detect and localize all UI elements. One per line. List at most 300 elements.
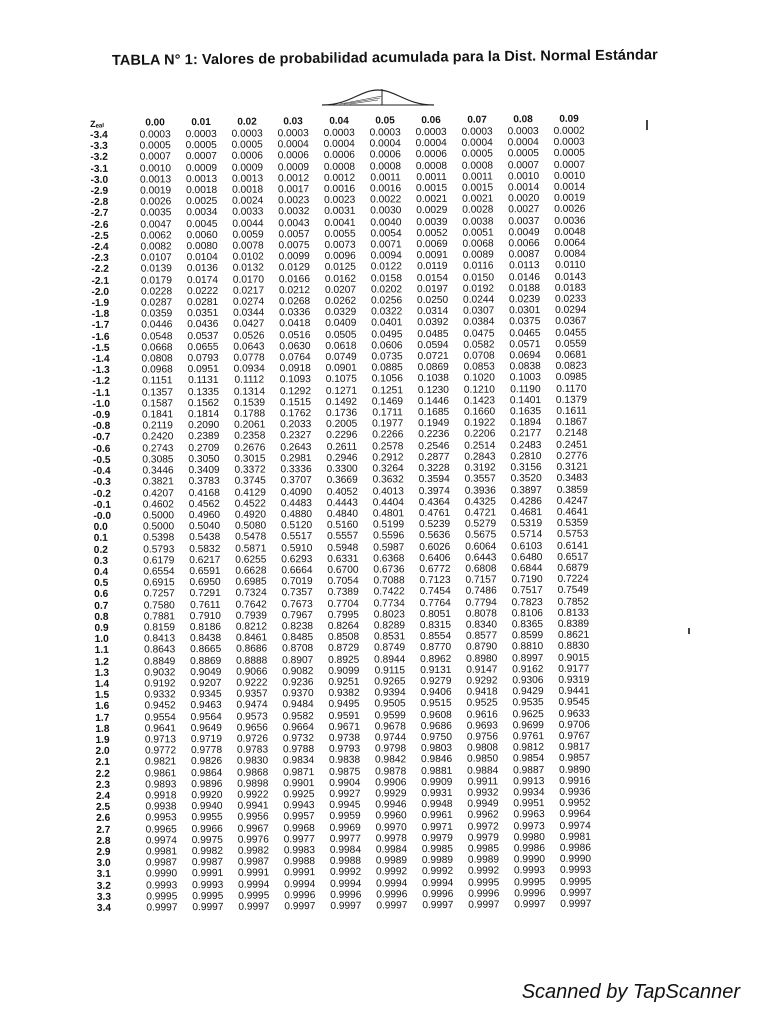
z-value: 2.4 — [95, 790, 111, 802]
probability-cell: 0.8907 — [282, 654, 314, 666]
probability-cell: 0.7054 — [327, 575, 359, 588]
probability-cell: 0.0005 — [185, 140, 217, 152]
z-value: -1.8 — [91, 309, 110, 321]
probability-cell: 0.0281 — [186, 296, 219, 309]
probability-cell: 0.0384 — [463, 316, 495, 329]
probability-cell: 0.3520 — [510, 473, 542, 485]
probability-cell: 0.5438 — [189, 532, 221, 544]
z-value: 2.2 — [95, 768, 110, 780]
probability-cell: 0.0212 — [278, 284, 311, 297]
probability-cell: 0.5040 — [188, 520, 221, 533]
probability-cell: 0.0064 — [554, 237, 586, 249]
probability-cell: 0.0019 — [554, 192, 586, 205]
probability-cell: 0.7486 — [465, 585, 497, 598]
probability-cell: 0.9995 — [192, 890, 224, 902]
probability-cell: 0.9678 — [374, 721, 406, 733]
probability-cell: 0.0071 — [370, 239, 402, 251]
z-value: 2.5 — [95, 802, 111, 814]
probability-cell: 0.8830 — [557, 641, 590, 653]
probability-cell: 0.3821 — [142, 476, 174, 488]
probability-cell: 0.0401 — [371, 317, 403, 330]
probability-cell: 0.9994 — [330, 878, 362, 890]
probability-cell: 0.8461 — [235, 632, 268, 644]
probability-cell: 0.8485 — [281, 632, 314, 644]
probability-cell: 0.9974 — [559, 820, 591, 832]
probability-cell: 0.0012 — [323, 172, 356, 184]
probability-cell: 0.8389 — [557, 618, 590, 630]
probability-cell: 0.0035 — [140, 207, 172, 219]
table-body — [90, 126, 599, 915]
probability-cell: 0.9987 — [237, 856, 270, 868]
probability-cell: 0.0146 — [508, 271, 541, 283]
probability-cell: 0.9964 — [559, 809, 591, 821]
probability-cell: 0.0344 — [233, 307, 265, 320]
z-value: 1.2 — [94, 656, 109, 668]
probability-cell: 0.0274 — [232, 296, 265, 308]
probability-cell: 0.9750 — [420, 731, 453, 744]
z-value: -2.3 — [91, 253, 109, 265]
probability-cell: 0.2611 — [326, 441, 358, 453]
probability-cell: 0.9985 — [421, 843, 454, 856]
probability-cell: 0.9949 — [467, 798, 499, 810]
probability-cell: 0.9713 — [144, 734, 177, 746]
probability-cell: 0.3557 — [464, 473, 496, 486]
probability-cell: 0.0012 — [277, 172, 310, 185]
probability-cell: 0.4364 — [418, 496, 450, 508]
z-value: -0.5 — [92, 454, 111, 466]
probability-cell: 0.9761 — [512, 731, 545, 743]
probability-cell: 0.0139 — [140, 263, 172, 276]
probability-table — [90, 114, 599, 915]
probability-cell: 0.0006 — [415, 149, 447, 161]
z-value: -1.1 — [92, 387, 111, 399]
probability-cell: 0.7580 — [143, 599, 175, 612]
probability-cell: 0.2546 — [418, 440, 450, 452]
probability-cell: 0.9960 — [375, 810, 407, 822]
probability-cell: 0.1075 — [325, 374, 357, 386]
probability-cell: 0.3446 — [142, 465, 174, 477]
probability-cell: 0.0091 — [416, 250, 448, 262]
probability-cell: 0.0036 — [554, 215, 586, 227]
z-value: -2.1 — [91, 275, 110, 287]
probability-cell: 0.9993 — [192, 879, 224, 891]
probability-cell: 0.8365 — [511, 619, 544, 631]
probability-cell: 0.8997 — [512, 652, 544, 664]
probability-cell: 0.8238 — [281, 621, 314, 633]
probability-cell: 0.8531 — [373, 631, 406, 643]
probability-cell: 0.0170 — [232, 274, 265, 286]
z-value: -3.4 — [90, 129, 108, 141]
probability-cell: 0.0043 — [278, 217, 310, 229]
z-value: -0.7 — [92, 432, 111, 444]
probability-cell: 0.4522 — [234, 498, 266, 510]
probability-cell: 0.5120 — [280, 520, 313, 532]
probability-cell: 0.9997 — [468, 899, 500, 911]
probability-cell: 0.0174 — [186, 274, 219, 286]
column-header: 0.00 — [145, 117, 165, 129]
probability-cell: 0.0045 — [186, 218, 218, 230]
probability-cell: 0.1379 — [555, 394, 588, 406]
z-value: 0.4 — [93, 566, 109, 578]
probability-cell: 0.0436 — [187, 319, 219, 331]
probability-cell: 0.9904 — [329, 777, 361, 789]
probability-cell: 0.9946 — [375, 799, 407, 811]
column-header: 0.04 — [329, 115, 349, 127]
probability-cell: 0.1492 — [325, 396, 358, 408]
probability-cell: 0.3264 — [372, 463, 404, 475]
probability-cell: 0.0143 — [554, 271, 587, 283]
probability-cell: 0.1562 — [187, 397, 220, 410]
probability-cell: 0.9916 — [559, 775, 591, 787]
z-value: 1.7 — [95, 712, 110, 724]
probability-cell: 0.9940 — [191, 801, 223, 813]
probability-cell: 0.7517 — [511, 585, 543, 597]
probability-cell: 0.9505 — [374, 698, 406, 710]
probability-cell: 0.6772 — [419, 563, 451, 576]
probability-cell: 0.0054 — [370, 228, 402, 240]
probability-cell: 0.3300 — [326, 463, 358, 476]
probability-cell: 0.0003 — [553, 136, 585, 149]
probability-cell: 0.7939 — [235, 610, 267, 622]
probability-cell: 0.3897 — [510, 484, 542, 496]
probability-cell: 0.9997 — [422, 899, 454, 912]
probability-cell: 0.9878 — [375, 765, 407, 778]
column-header: 0.01 — [191, 116, 211, 129]
probability-cell: 0.9147 — [466, 664, 498, 676]
probability-cell: 0.0951 — [187, 364, 219, 376]
probability-cell: 0.0008 — [415, 160, 448, 172]
probability-cell: 0.8686 — [236, 643, 268, 656]
probability-cell: 0.0749 — [325, 351, 357, 364]
probability-cell: 0.0465 — [509, 327, 541, 340]
column-header: 0.06 — [421, 114, 441, 127]
probability-cell: 0.0096 — [324, 250, 356, 263]
probability-cell: 0.8023 — [373, 609, 405, 621]
probability-cell: 0.9582 — [282, 710, 314, 722]
z-value: -0.8 — [92, 421, 111, 433]
probability-cell: 0.0793 — [187, 352, 219, 365]
probability-cell: 0.1003 — [509, 372, 541, 384]
probability-cell: 0.0008 — [323, 161, 356, 173]
probability-cell: 0.8212 — [235, 621, 268, 633]
probability-cell: 0.0007 — [185, 151, 217, 163]
probability-cell: 0.2451 — [556, 439, 588, 451]
probability-cell: 0.8665 — [190, 644, 222, 656]
probability-cell: 0.6064 — [465, 540, 497, 553]
probability-cell: 0.2296 — [326, 430, 358, 442]
z-value: -2.9 — [90, 185, 109, 198]
probability-cell: 0.9971 — [421, 821, 453, 833]
probability-cell: 0.0003 — [507, 126, 539, 138]
probability-cell: 0.0446 — [141, 319, 173, 332]
probability-cell: 0.9997 — [514, 899, 546, 911]
probability-cell: 0.0571 — [509, 338, 541, 351]
probability-cell: 0.9932 — [467, 787, 499, 799]
z-value: 1.3 — [94, 667, 110, 679]
probability-cell: 0.1685 — [417, 406, 450, 419]
probability-cell: 0.9962 — [467, 809, 499, 822]
probability-cell: 0.9699 — [512, 719, 544, 732]
probability-cell: 0.9788 — [282, 744, 315, 756]
probability-cell: 0.9963 — [513, 809, 545, 821]
probability-cell: 0.0044 — [232, 218, 264, 230]
probability-cell: 0.8790 — [465, 641, 498, 654]
probability-cell: 0.9972 — [467, 821, 499, 833]
probability-cell: 0.9345 — [190, 689, 222, 701]
probability-cell: 0.9767 — [558, 730, 591, 742]
probability-cell: 0.7357 — [281, 587, 313, 599]
probability-cell: 0.0869 — [417, 362, 449, 374]
probability-cell: 0.1539 — [233, 397, 266, 409]
probability-cell: 0.0005 — [231, 139, 263, 151]
probability-cell: 0.8264 — [327, 620, 360, 632]
probability-cell: 0.0183 — [554, 282, 587, 294]
probability-cell: 0.0030 — [370, 205, 402, 217]
probability-cell: 0.4129 — [234, 486, 266, 499]
probability-cell: 0.0021 — [416, 194, 448, 206]
probability-cell: 0.6700 — [327, 564, 359, 576]
probability-cell: 0.2119 — [142, 420, 173, 432]
column-header: 0.05 — [375, 115, 395, 127]
probability-cell: 0.0013 — [231, 173, 264, 185]
probability-cell: 0.9265 — [374, 676, 406, 688]
probability-cell: 0.9452 — [144, 700, 176, 712]
z-value: 1.8 — [95, 723, 110, 735]
probability-cell: 0.9978 — [375, 833, 407, 845]
probability-cell: 0.9920 — [191, 789, 223, 802]
probability-cell: 0.0548 — [141, 330, 173, 343]
probability-cell: 0.9996 — [422, 888, 454, 900]
z-value: -1.3 — [92, 365, 110, 377]
probability-cell: 0.0005 — [507, 148, 539, 160]
z-column-header: Zₑₐₗ — [90, 118, 104, 129]
probability-cell: 0.0132 — [232, 262, 264, 275]
probability-cell: 0.9996 — [468, 888, 500, 900]
probability-cell: 0.2709 — [188, 442, 220, 454]
z-value: 2.8 — [96, 835, 111, 847]
scanner-watermark: Scanned by TapScanner — [521, 981, 740, 1003]
probability-cell: 0.0778 — [233, 352, 265, 364]
probability-cell: 0.0047 — [140, 218, 172, 231]
probability-cell: 0.0055 — [324, 228, 356, 240]
probability-cell: 0.9893 — [145, 779, 177, 791]
probability-cell: 0.0853 — [463, 361, 495, 374]
probability-cell: 0.4602 — [142, 498, 175, 511]
probability-cell: 0.1788 — [233, 408, 266, 420]
probability-cell: 0.0084 — [554, 248, 586, 261]
probability-cell: 0.9997 — [146, 902, 178, 914]
probability-cell: 0.4013 — [372, 485, 404, 498]
probability-cell: 0.0099 — [278, 251, 310, 263]
probability-cell: 0.2776 — [556, 450, 588, 462]
probability-cell: 0.9977 — [283, 833, 315, 846]
probability-cell: 0.9992 — [375, 866, 408, 878]
probability-cell: 0.9996 — [376, 889, 408, 901]
probability-cell: 0.9975 — [191, 834, 223, 846]
probability-cell: 0.0009 — [231, 162, 264, 174]
probability-cell: 0.7454 — [419, 586, 451, 598]
probability-cell: 0.2643 — [280, 441, 312, 454]
probability-cell: 0.9641 — [144, 723, 176, 735]
probability-cell: 0.0495 — [371, 328, 403, 341]
probability-cell: 0.3409 — [188, 464, 220, 477]
probability-cell: 0.2236 — [418, 429, 450, 441]
probability-cell: 0.9995 — [560, 876, 592, 888]
probability-cell: 0.3936 — [464, 484, 496, 497]
probability-cell: 0.0537 — [187, 330, 219, 342]
z-value: 2.0 — [95, 746, 110, 758]
probability-cell: 0.9997 — [192, 901, 224, 914]
probability-cell: 0.4641 — [556, 506, 589, 518]
probability-cell: 0.0041 — [324, 217, 356, 229]
probability-cell: 0.9382 — [328, 687, 360, 700]
probability-cell: 0.5359 — [556, 517, 589, 530]
probability-cell: 0.0006 — [277, 150, 309, 162]
probability-cell: 0.7967 — [281, 609, 313, 622]
probability-cell: 0.9918 — [145, 790, 177, 802]
probability-cell: 0.9418 — [466, 686, 498, 698]
probability-cell: 0.9997 — [560, 898, 592, 910]
probability-cell: 0.8133 — [557, 607, 589, 619]
probability-cell: 0.9974 — [145, 835, 177, 847]
probability-cell: 0.9913 — [513, 775, 545, 788]
probability-cell: 0.9884 — [467, 765, 499, 777]
probability-cell: 0.4840 — [326, 508, 359, 520]
probability-cell: 0.0129 — [278, 262, 310, 274]
probability-cell: 0.0051 — [462, 227, 494, 239]
probability-cell: 0.9162 — [512, 663, 544, 676]
probability-cell: 0.7088 — [373, 575, 405, 587]
probability-cell: 0.9332 — [144, 689, 176, 701]
probability-cell: 0.0004 — [369, 138, 401, 150]
probability-cell: 0.9868 — [237, 767, 269, 779]
probability-cell: 0.9993 — [559, 865, 592, 877]
probability-cell: 0.9535 — [512, 697, 544, 709]
probability-cell: 0.0166 — [278, 273, 311, 285]
probability-cell: 0.0708 — [463, 350, 495, 362]
probability-cell: 0.4052 — [326, 486, 358, 498]
probability-cell: 0.1401 — [509, 394, 542, 407]
probability-cell: 0.8962 — [420, 653, 452, 665]
probability-cell: 0.9744 — [374, 732, 407, 744]
probability-cell: 0.2327 — [280, 430, 312, 442]
z-value: 2.9 — [96, 846, 111, 858]
probability-cell: 0.0505 — [325, 329, 357, 341]
probability-cell: 0.9817 — [558, 741, 591, 754]
probability-cell: 0.9995 — [146, 891, 178, 903]
z-value: 0.5 — [94, 577, 109, 590]
probability-cell: 0.9861 — [145, 767, 177, 780]
probability-cell: 0.9953 — [145, 812, 177, 824]
probability-cell: 0.6217 — [189, 554, 221, 566]
probability-cell: 0.0005 — [461, 148, 493, 161]
probability-cell: 0.0010 — [553, 170, 586, 182]
probability-cell: 0.0032 — [278, 206, 310, 218]
probability-cell: 0.4801 — [372, 508, 405, 520]
probability-cell: 0.2877 — [418, 451, 450, 464]
probability-cell: 0.9959 — [329, 811, 361, 823]
probability-cell: 0.9981 — [559, 831, 591, 843]
probability-cell: 0.9986 — [513, 843, 546, 855]
probability-cell: 0.9934 — [513, 787, 545, 799]
probability-cell: 0.6406 — [419, 552, 451, 564]
probability-cell: 0.9236 — [282, 677, 314, 689]
probability-cell: 0.6985 — [235, 576, 267, 588]
probability-cell: 0.9982 — [191, 845, 224, 858]
probability-cell: 0.1314 — [233, 386, 266, 398]
probability-cell: 0.9821 — [144, 756, 177, 768]
probability-cell: 0.9994 — [238, 879, 270, 891]
z-value: 2.7 — [96, 824, 111, 836]
probability-cell: 0.0059 — [232, 229, 264, 241]
probability-cell: 0.9995 — [514, 876, 546, 888]
probability-cell: 0.2389 — [188, 431, 220, 443]
probability-cell: 0.5000 — [142, 510, 175, 522]
probability-cell: 0.9850 — [466, 753, 499, 766]
probability-cell: 0.3483 — [556, 472, 588, 485]
probability-cell: 0.2810 — [510, 450, 542, 463]
probability-cell: 0.1093 — [279, 374, 311, 386]
probability-cell: 0.0901 — [325, 362, 357, 375]
z-value: 0.1 — [93, 533, 108, 545]
z-value: -3.2 — [90, 152, 108, 164]
probability-cell: 0.0048 — [554, 226, 586, 238]
probability-cell: 0.9370 — [282, 688, 314, 700]
probability-cell: 0.8770 — [419, 642, 452, 654]
z-value: -0.2 — [93, 488, 111, 500]
z-value: 2.6 — [96, 813, 111, 825]
probability-cell: 0.8078 — [465, 608, 497, 620]
z-value: -3.0 — [90, 174, 109, 186]
probability-cell: 0.3632 — [372, 474, 404, 486]
probability-cell: 0.7549 — [557, 584, 589, 597]
probability-cell: 0.0003 — [185, 128, 217, 141]
probability-cell: 0.1867 — [556, 416, 588, 429]
probability-cell: 0.9991 — [283, 867, 316, 879]
probability-cell: 0.9990 — [513, 854, 546, 866]
probability-cell: 0.9925 — [283, 789, 315, 801]
margin-mark — [646, 120, 648, 130]
probability-cell: 0.7324 — [235, 587, 267, 600]
z-value: -2.7 — [90, 208, 109, 220]
probability-cell: 0.9931 — [421, 787, 453, 800]
probability-cell: 0.5319 — [510, 518, 543, 530]
probability-cell: 0.9706 — [558, 719, 590, 731]
probability-cell: 0.5199 — [372, 519, 405, 531]
probability-cell: 0.2358 — [234, 430, 266, 443]
probability-cell: 0.0228 — [140, 286, 173, 298]
probability-cell: 0.1423 — [463, 395, 496, 407]
probability-cell: 0.0158 — [370, 272, 403, 285]
probability-cell: 0.4286 — [510, 495, 542, 508]
probability-cell: 0.9991 — [191, 868, 224, 880]
probability-cell: 0.3121 — [556, 461, 588, 474]
probability-cell: 0.0559 — [555, 338, 587, 350]
probability-cell: 0.9842 — [374, 754, 407, 766]
probability-cell: 0.5987 — [373, 541, 405, 554]
probability-cell: 0.9980 — [513, 831, 545, 844]
probability-cell: 0.1894 — [510, 417, 542, 429]
probability-cell: 0.9989 — [421, 855, 454, 867]
probability-cell: 0.0268 — [278, 296, 311, 308]
probability-cell: 0.3707 — [280, 475, 312, 487]
probability-cell: 0.2206 — [464, 428, 496, 441]
probability-cell: 0.0023 — [324, 194, 356, 207]
probability-cell: 0.0006 — [323, 150, 355, 162]
probability-cell: 0.1210 — [463, 384, 496, 396]
probability-cell: 0.9864 — [191, 767, 223, 779]
probability-cell: 0.9896 — [191, 778, 223, 790]
